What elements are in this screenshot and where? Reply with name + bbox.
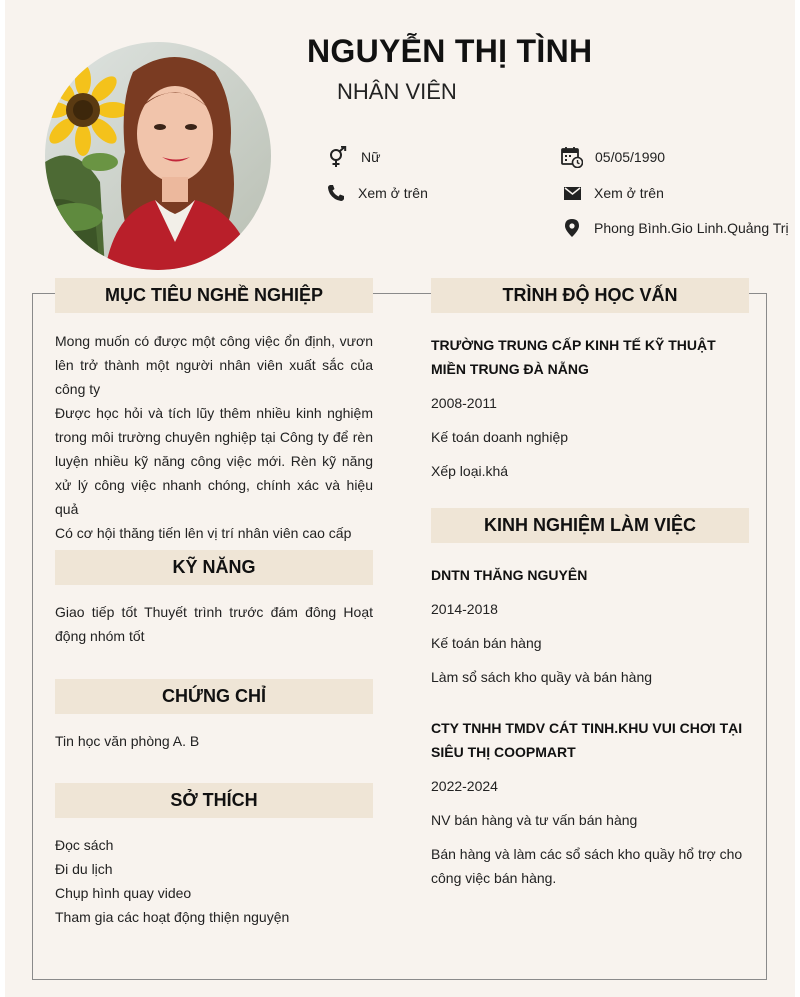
job-entry: [431, 563, 749, 689]
job-period: 2022-2024: [431, 778, 498, 794]
phone-value: Xem ở trên: [358, 185, 428, 201]
hobby-item: Đi du lịch: [55, 861, 113, 877]
education-major: Kế toán doanh nghiệp: [431, 429, 569, 445]
portrait-photo-icon: [45, 42, 271, 270]
experience-heading: KINH NGHIỆM LÀM VIỆC: [431, 508, 749, 543]
job-company: DNTN THĂNG NGUYÊN: [431, 567, 588, 583]
skills-section: [55, 550, 373, 648]
job-period: 2014-2018: [431, 601, 498, 617]
job-entry: [431, 716, 749, 890]
avatar: [45, 42, 271, 270]
envelope-icon: [563, 182, 581, 204]
gender-icon: [327, 146, 349, 168]
full-name: NGUYỄN THỊ TÌNH: [307, 33, 593, 69]
objective-heading: MỤC TIÊU NGHỀ NGHIỆP: [55, 278, 373, 313]
address-value: Phong Bình.Gio Linh.Quảng Trị: [594, 220, 789, 236]
gender-info: [327, 146, 380, 168]
education-period: 2008-2011: [431, 395, 497, 411]
education-section: [431, 278, 749, 483]
email-value: Xem ở trên: [594, 185, 664, 201]
job-company: CTY TNHH TMDV CÁT TINH.KHU VUI CHƠI TẠI SIÊU THỊ COOPMART: [431, 720, 743, 760]
gender-value: Nữ: [361, 149, 381, 165]
hobbies-heading: SỞ THÍCH: [55, 783, 373, 818]
email-info: [563, 182, 664, 204]
education-heading: TRÌNH ĐỘ HỌC VẤN: [431, 278, 749, 313]
job-description: Làm sổ sách kho quầy và bán hàng: [431, 669, 653, 685]
skills-text: Giao tiếp tốt Thuyết trình trước đám đông Hoạt động nhóm tốt: [55, 604, 373, 644]
skills-heading: KỸ NĂNG: [55, 550, 373, 585]
birthday-info: [561, 146, 665, 168]
phone-info: [327, 182, 428, 204]
certificates-section: [55, 679, 373, 753]
address-info: [563, 217, 789, 239]
hobby-item: Đọc sách: [55, 837, 114, 853]
objective-section: [55, 278, 373, 545]
education-grade: Xếp loại.khá: [431, 463, 509, 479]
phone-icon: [327, 182, 345, 204]
experience-section: [431, 508, 749, 890]
objective-line: Mong muốn có được một công việc ổn định, vươn lên trở thành một người nhân viên xuất sắc của công ty: [55, 333, 373, 397]
objective-line: Có cơ hội thăng tiến lên vị trí nhân viên cao cấp: [55, 525, 352, 541]
job-position: NHÂN VIÊN: [337, 79, 457, 104]
hobby-item: Tham gia các hoạt động thiện nguyện: [55, 909, 290, 925]
certificates-heading: CHỨNG CHỈ: [55, 679, 373, 714]
education-school: TRƯỜNG TRUNG CẤP KINH TẾ KỸ THUẬT MIỀN TRUNG ĐÀ NẴNG: [431, 337, 716, 377]
location-pin-icon: [563, 217, 581, 239]
calendar-clock-icon: [561, 146, 583, 168]
job-role: NV bán hàng và tư vấn bán hàng: [431, 812, 638, 828]
certificates-text: Tin học văn phòng A. B: [55, 733, 200, 749]
job-role: Kế toán bán hàng: [431, 635, 542, 651]
job-description: Bán hàng và làm các sổ sách kho quầy hổ trợ cho công việc bán hàng.: [431, 846, 743, 886]
hobbies-section: [55, 783, 373, 929]
objective-line: Được học hỏi và tích lũy thêm nhiều kinh nghiệm trong môi trường chuyên nghiệp tại Công ty để rèn luyện nhiều kỹ năng công việc mới. Rèn kỹ năng xử lý công việc nhanh chóng, chính xác và hiệu quả: [55, 405, 373, 517]
hobby-item: Chụp hình quay video: [55, 885, 192, 901]
birthday-value: 05/05/1990: [595, 149, 666, 165]
